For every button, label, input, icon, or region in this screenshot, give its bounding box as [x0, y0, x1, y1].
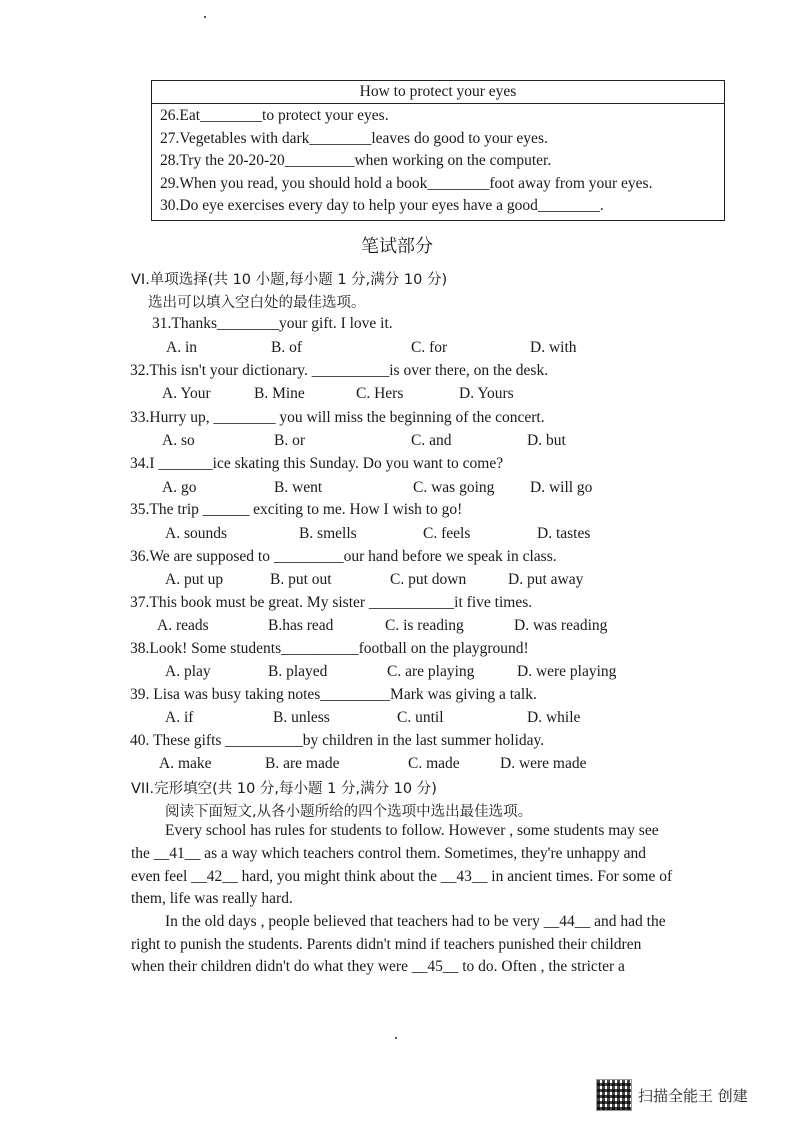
written-part-title: 笔试部分	[361, 236, 433, 257]
option: C. and	[411, 432, 452, 449]
section6-heading: VI.单项选择(共 10 小题,每小题 1 分,满分 10 分)	[131, 272, 448, 288]
passage-line: In the old days , people believed that teachers had to be very __44__ and had the	[165, 913, 666, 930]
option: C. until	[397, 709, 444, 726]
option: B. put out	[270, 571, 332, 588]
option: C. put down	[390, 571, 467, 588]
option: B.has read	[268, 617, 334, 634]
option: B. unless	[273, 709, 330, 726]
option: A. Your	[162, 385, 211, 402]
section7-instruction: 阅读下面短文,从各小题所给的四个选项中选出最佳选项。	[165, 804, 533, 820]
passage-line: them, life was really hard.	[131, 890, 293, 907]
eye-protection-table	[151, 80, 725, 221]
table-row: 30.Do eye exercises every day to help your eyes have a good________.	[160, 197, 604, 214]
question-stem: 31.Thanks________your gift. I love it.	[152, 315, 393, 332]
qr-code-icon	[596, 1079, 632, 1111]
section7-heading: VII.完形填空(共 10 分,每小题 1 分,满分 10 分)	[131, 781, 437, 797]
question-stem: 36.We are supposed to _________our hand before we speak in class.	[130, 548, 557, 565]
option: B. of	[271, 339, 302, 356]
option: B. smells	[299, 525, 357, 542]
table-row: 26.Eat________to protect your eyes.	[160, 107, 389, 124]
table-row: 28.Try the 20-20-20_________when working on the computer.	[160, 152, 552, 169]
passage-line: when their children didn't do what they were __45__ to do. Often , the stricter a	[131, 958, 625, 975]
table-row: 27.Vegetables with dark________leaves do good to your eyes.	[160, 129, 548, 147]
question-stem: 33.Hurry up, ________ you will miss the beginning of the concert.	[130, 409, 545, 426]
section6-instruction: 选出可以填入空白处的最佳选项。	[148, 295, 366, 311]
question-stem: 34.I _______ice skating this Sunday. Do you want to come?	[130, 455, 504, 472]
table-title: How to protect your eyes	[152, 81, 725, 104]
option: A. make	[159, 755, 212, 772]
option: D. were made	[500, 755, 587, 772]
table-row: 29.When you read, you should hold a book________foot away from your eyes.	[160, 174, 653, 192]
option: D. while	[527, 709, 581, 726]
table-body	[152, 104, 725, 221]
option: C. Hers	[356, 385, 404, 402]
option: C. for	[411, 339, 448, 356]
stamp-text: 扫描全能王 创建	[638, 1086, 748, 1105]
option: B. played	[268, 663, 328, 680]
option: A. go	[162, 479, 197, 496]
option: C. are playing	[387, 663, 475, 680]
option: D. Yours	[459, 385, 514, 402]
question-stem: 39. Lisa was busy taking notes_________Mark was giving a talk.	[130, 686, 537, 703]
option: A. put up	[165, 571, 224, 588]
passage-line: right to punish the students. Parents didn't mind if teachers punished their children	[131, 936, 642, 953]
option: C. made	[408, 755, 460, 772]
passage-line: the __41__ as a way which teachers control them. Sometimes, they're unhappy and	[131, 845, 647, 862]
option: A. play	[165, 663, 211, 680]
option: D. but	[527, 432, 566, 449]
option: C. was going	[413, 479, 495, 496]
option: D. will go	[530, 479, 593, 496]
option: B. went	[274, 479, 323, 496]
scan-mark	[395, 1037, 397, 1039]
scan-mark	[204, 16, 206, 18]
passage-line: even feel __42__ hard, you might think about the __43__ in ancient times. For some of	[131, 868, 673, 885]
option: A. reads	[157, 617, 209, 634]
question-stem: 38.Look! Some students__________football on the playground!	[130, 640, 529, 657]
option: D. tastes	[537, 525, 591, 542]
option: C. is reading	[385, 617, 464, 634]
passage-line: Every school has rules for students to follow. However , some students may see	[165, 822, 659, 839]
option: A. if	[165, 709, 194, 726]
question-stem: 37.This book must be great. My sister ___________it five times.	[130, 594, 533, 611]
question-stem: 32.This isn't your dictionary. __________is over there, on the desk.	[130, 362, 549, 379]
option: B. are made	[265, 755, 340, 772]
question-stem: 40. These gifts __________by children in the last summer holiday.	[130, 732, 545, 749]
option: D. put away	[508, 571, 584, 588]
option: D. with	[530, 339, 577, 356]
option: C. feels	[423, 525, 471, 542]
option: A. in	[166, 339, 197, 356]
option: B. Mine	[254, 385, 305, 402]
option: A. sounds	[165, 525, 228, 542]
option: D. was reading	[514, 617, 608, 634]
option: D. were playing	[517, 663, 617, 680]
option: B. or	[274, 432, 305, 449]
scanner-stamp	[596, 1079, 748, 1111]
question-stem: 35.The trip ______ exciting to me. How I wish to go!	[130, 501, 463, 518]
option: A. so	[162, 432, 195, 449]
